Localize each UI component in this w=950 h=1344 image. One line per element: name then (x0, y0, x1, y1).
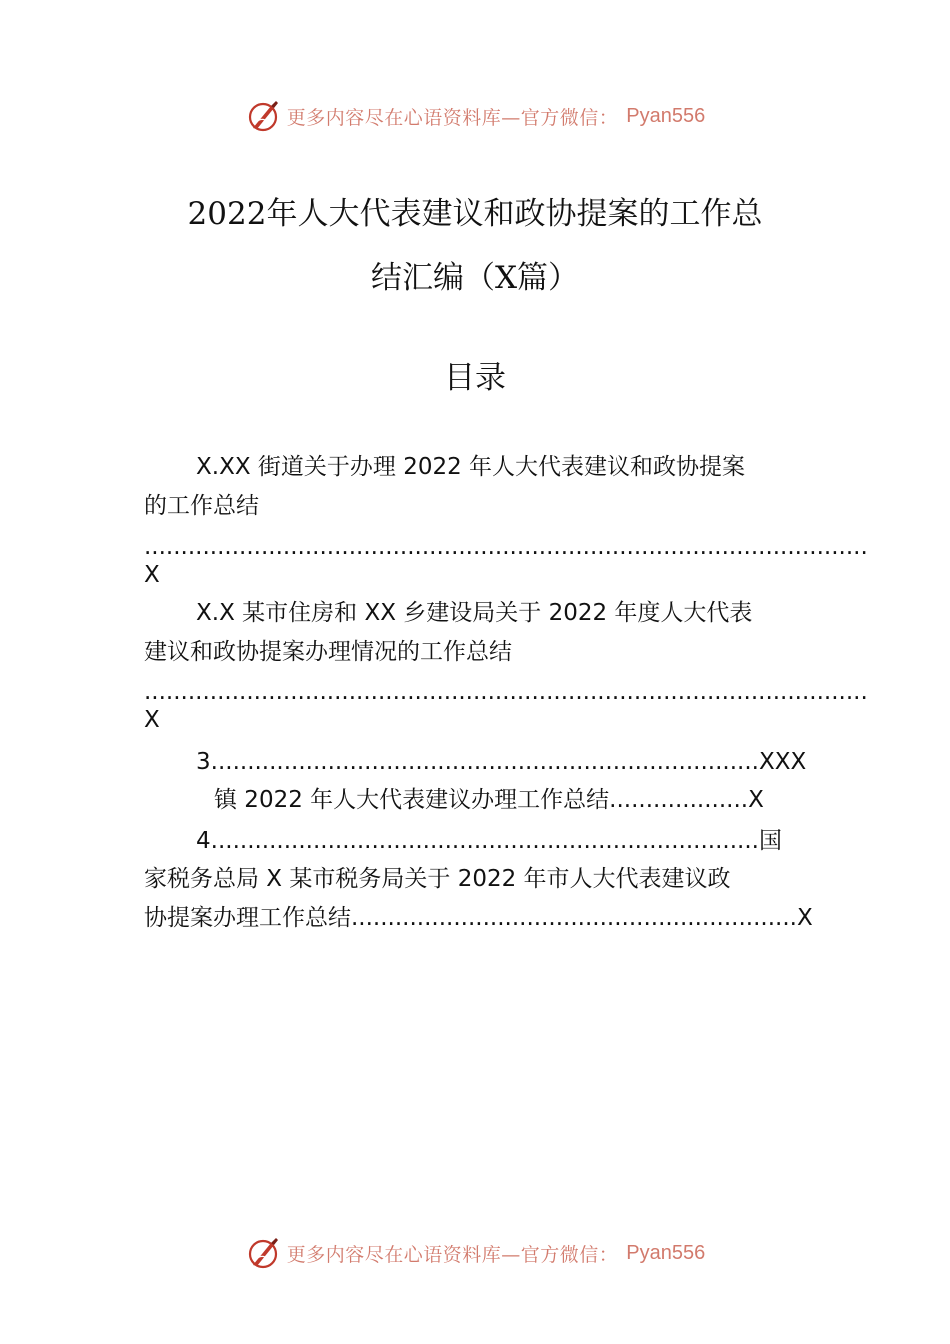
toc-entry-1-leader-dots: ................................................................................................... (144, 534, 868, 560)
toc-entry-4-line-1: 4...........................................................................国 (196, 828, 782, 854)
toc-heading: 目录 (444, 360, 506, 396)
header-watermark (0, 96, 950, 136)
toc-entry-1-line-2: 的工作总结 (144, 493, 259, 519)
toc-entry-2-line-1: X.X 某市住房和 XX 乡建设局关于 2022 年度人大代表 (196, 600, 753, 626)
toc-entry-3-line-1: 3...........................................................................XXX (196, 749, 807, 775)
footer-watermark (0, 1233, 950, 1273)
toc-entry-1-page: X (144, 562, 160, 588)
watermark-wechat-id: Pyan556 (626, 1241, 706, 1264)
quill-pen-logo-icon (245, 98, 281, 134)
watermark-wechat-id: Pyan556 (626, 104, 706, 127)
toc-entry-3-line-2: 镇 2022 年人大代表建议办理工作总结...................X (214, 787, 764, 813)
document-title-line-1: 2022年人大代表建议和政协提案的工作总 (187, 196, 763, 232)
toc-entry-2-leader-dots: ................................................................................................... (144, 679, 868, 705)
toc-entry-1-line-1: X.XX 街道关于办理 2022 年人大代表建议和政协提案 (196, 454, 746, 480)
quill-pen-logo-icon (245, 1235, 281, 1271)
watermark-text: 更多内容尽在心语资料库—官方微信： (286, 1243, 619, 1266)
toc-entry-4-line-3: 协提案办理工作总结.............................................................X (144, 905, 813, 931)
document-title-line-2: 结汇编（X篇） (370, 260, 580, 296)
toc-entry-2-line-2: 建议和政协提案办理情况的工作总结 (144, 639, 512, 665)
toc-entry-4-line-2: 家税务总局 X 某市税务局关于 2022 年市人大代表建议政 (144, 866, 731, 892)
toc-entry-2-page: X (144, 707, 160, 733)
watermark-text: 更多内容尽在心语资料库—官方微信： (286, 106, 619, 129)
